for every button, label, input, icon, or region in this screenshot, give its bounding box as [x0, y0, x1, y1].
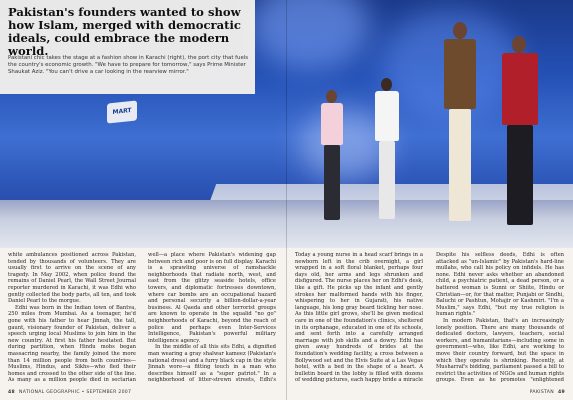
stage-light: [250, 0, 370, 70]
paragraph: In modern Pakistan, that's an increasingly lonely position. There are many thousands of dedicated doctors, lawyers, teachers, social workers, and humanitarians—including some in government—who, like Edhi, are working to move their country forward, but the space in which they operate is shrinking. Recently, at Musharraf's bidding, parliament passed a bill to restrict the activities of NGOs and human rights groups. Even as he promotes "enlightened: [436, 317, 564, 384]
paragraph: well—a place where Pakistan's widening gap between rich and poor is on full display. Karachi is a sprawling universe of ramshackle neighborhoods that radiate north, west, and east from the glitzy seaside hotels, office towers, and diplomatic fortresses downtown, where car bombs are an occupational hazard and personal security a billion-dollar-a-year business. Al Qaeda and other terrorist groups are known to operate in the squalid "no go" neighborhoods of Karachi, beyond the reach of police and perhaps even Inter-Services Intelligence, Pakistan's powerful military intelligence agency.: [148, 252, 276, 344]
page-gutter: [286, 0, 287, 400]
paragraph: Today a young nurse in a head scarf brings in a newborn left in the crib overnight, a girl wrapped in a soft floral blanket, perhaps four days old, her arms and legs shrunken and disfigured. The nurse places her on Edhi's desk, like a gift. He picks up the infant and gently strokes her malformed hands with his finger, whispering to her in Gujarati, his native language, his long gray beard tickling her nose. As this little girl grows, she'll be given medical care in one of the foundation's clinics, sheltered in its orphanage, educated in one of its schools, and sent forth into a carefully arranged marriage with job skills and a dowry. Edhi has given away hundreds of brides at the foundation's wedding facility, a cross between a Bollywood set and the Elvis Suite at a Las Vegas hotel, with a bed in the shape of a heart. A bulletin board in the lobby is filled with dozens of wedding pictures, each happy bride a miracle: [295, 252, 423, 384]
model-figure: [440, 22, 480, 232]
model-figure: [318, 90, 346, 230]
model-figure: [498, 36, 542, 234]
photo-caption: Pakistani chic takes the stage at a fashion show in Karachi (right), the port city that fuels the country's economic growth. "We have to prepare for tomorrow," says Prime Minister Shaukat Aziz. "You can't drive a car looking in the rearview mirror.": [8, 55, 249, 75]
footer-section: PAKISTAN: [529, 390, 554, 395]
footer-right: [530, 389, 565, 397]
paragraph: Despite his selfless deeds, Edhi is often attacked as "un-Islamic" by Pakistan's hard-line mullahs, who call his policy on infidels. He has none. Edhi never asks whether an abandoned child, a psychiatric patient, a dead person, or a battered woman is Sunni or Shiite, Hindu or Christian—or, for that matter, Punjabi or Sindhi, Baluchi or Pashtun, Mohajir or Kashmiri. "I'm a Muslim," says Edhi, "but my true religion is human rights.": [436, 252, 564, 318]
headline-panel: [0, 0, 255, 94]
text-column-1: [8, 252, 136, 384]
headline: Pakistan's founders wanted to show how Islam, merged with democratic ideals, could embrace the modern world.: [8, 5, 241, 58]
stage-logo: [107, 100, 137, 123]
footer-left: [8, 389, 131, 397]
text-column-4: [436, 252, 564, 384]
page-number-left: 48: [8, 390, 15, 395]
page-number-right: 49: [558, 390, 565, 395]
stage-logo-text: MART: [112, 106, 132, 117]
paragraph: Edhi was born in the Indian town of Bantva, 250 miles from Mumbai. As a teenager, he'd gone with his father to hear Jinnah, the tall, gaunt, visionary founder of Pakistan, deliver a speech urging local Muslims to join him in the new country. At first his father hesitated. But during partition, when Hindu mobs began massacring nearby, the family joined the more than 14 million people from both countries—Muslims, Hindus, and Sikhs—who fled their homes and crossed to the other side of the line. As many as a million people died in sectarian: [8, 304, 136, 384]
text-column-3: [295, 252, 423, 384]
text-column-2: [148, 252, 276, 384]
paragraph: In the middle of all this sits Edhi, a dignified man wearing a gray shalwar kameez (Pakistan's national dress) and a furry black cap in the style Jinnah wore—a fitting touch in a man who describes himself as a "super patriot." In a neighborhood of litter-strewn streets, Edhi's: [148, 344, 276, 384]
footer-publication: NATIONAL GEOGRAPHIC • SEPTEMBER 2007: [19, 390, 132, 395]
paragraph: white ambulances positioned across Pakistan, tended by thousands of volunteers. They are usually first to arrive on the scene of any tragedy. In May 2002, when police found the remains of Daniel Pearl, the Wall Street Journal reporter murdered in Karachi, it was Edhi who gently collected the body parts, all ten, and took Daniel Pearl to the morgue.: [8, 252, 136, 305]
model-figure: [372, 78, 402, 228]
